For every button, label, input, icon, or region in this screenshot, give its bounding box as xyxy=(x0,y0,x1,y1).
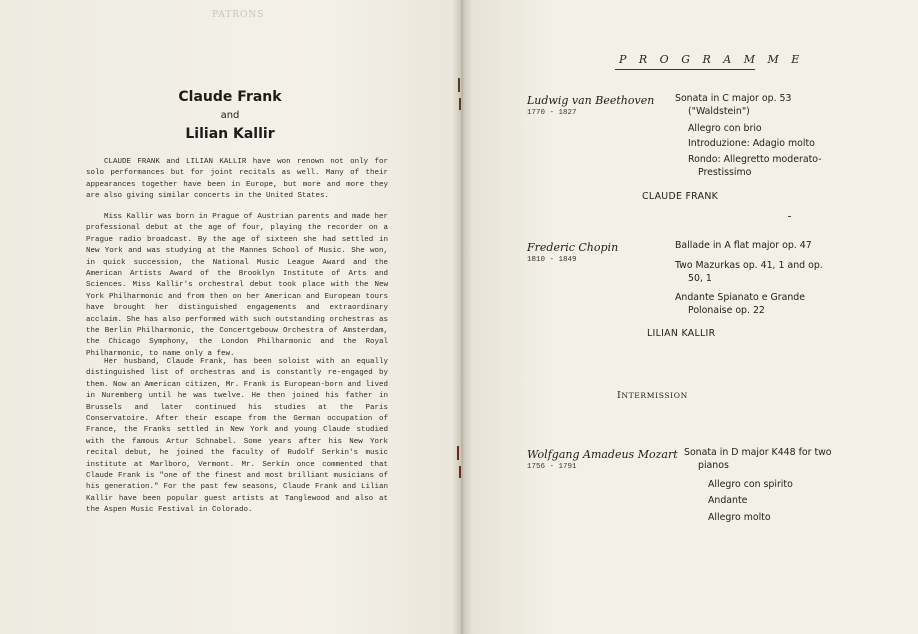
heading-underline xyxy=(615,69,755,70)
performer-lilian-kallir: LILIAN KALLIR xyxy=(647,328,716,339)
programme-heading: P R O G R A M M E xyxy=(619,53,804,66)
work-title: Andante Spianato e Grande xyxy=(675,292,806,303)
binding-mark xyxy=(457,446,459,460)
movement: Allegro con brio xyxy=(688,123,762,134)
binding-mark xyxy=(459,466,461,478)
performer-claude-frank: CLAUDE FRANK xyxy=(642,191,719,202)
binding-mark xyxy=(458,78,460,92)
composer-dates: 1770 - 1827 xyxy=(527,109,577,117)
bio-paragraph-kallir: Miss Kallir was born in Prague of Austrian parents and made her professional debut at the age of four, playing the recorder on a Prague radio broadcast. By the age of sixteen she had settled in New York and was studying at the Mannes School of Music. She won, in quick succession, the National Music League Award and the American Artists Award of the Brooklyn Institute of Arts and Sciences. Miss Kallir's orchestral debut took place with the New York Philharmonic and from then on her American and European tours have brought her distinguished engagements and extraordinary acclaim. She has also performed with such outstanding orchestras as the Berlin Philharmonic, the Concertgebouw Orchestra of Amsterdam, the Chicago Symphony, the London Philharmonic and the Royal Philharmonic, to name only a few. xyxy=(86,213,388,358)
movement: Allegro con spirito xyxy=(708,479,793,490)
composer-dates: 1756 - 1791 xyxy=(527,463,577,471)
composer-chopin: Frederic Chopin xyxy=(527,241,619,254)
work-subtitle: ("Waldstein") xyxy=(688,106,750,117)
stray-mark xyxy=(788,216,791,217)
movement: Andante xyxy=(708,495,748,506)
page-gutter xyxy=(452,0,472,634)
work-title: 50, 1 xyxy=(688,273,712,284)
performer-name-claude-frank: Claude Frank xyxy=(178,89,282,105)
work-title: Sonata in C major op. 53 xyxy=(675,93,792,104)
work-title: Sonata in D major K448 for two xyxy=(684,447,832,458)
bio-paragraph-frank: Her husband, Claude Frank, has been soloist with an equally distinguished list of orchestras and is constantly re-engaged by them. Now an American citizen, Mr. Frank is European-born and lived in Nuremberg until he was twelve. He then joined his father in Brussels and later continued his studies at the Paris Conservatoire. After their escape from the German occupation of France, the Franks settled in New York and young Claude studied with the famous Artur Schnabel. Some years after his New York recital debut, he joined the faculty of Rudolf Serkin's music institute at Marlboro, Vermont. Mr. Serkin once commented that Claude Frank is "one of the finest and most brilliant musicians of his generation." For the past few seasons, Claude Frank and Lilian Kallir have been popular guest artists at Tanglewood and also at the Aspen Music Festival in Colorado. xyxy=(86,358,388,515)
intermission-initial: I xyxy=(617,390,622,401)
composer-dates: 1810 - 1849 xyxy=(527,256,577,264)
work-title: Two Mazurkas op. 41, 1 and op. xyxy=(675,260,823,271)
performer-name-lilian-kallir: Lilian Kallir xyxy=(185,126,275,142)
composer-mozart: Wolfgang Amadeus Mozart xyxy=(527,448,678,461)
intermission-rest: NTERMISSION xyxy=(621,391,688,400)
work-subtitle: pianos xyxy=(698,460,729,471)
movement: Introduzione: Adagio molto xyxy=(688,138,815,149)
bleed-through-header: PATRONS xyxy=(212,10,265,20)
composer-beethoven: Ludwig van Beethoven xyxy=(527,94,655,107)
work-title: Polonaise op. 22 xyxy=(688,305,765,316)
work-title: Ballade in A flat major op. 47 xyxy=(675,240,812,251)
movement: Rondo: Allegretto moderato- xyxy=(688,154,822,165)
bio-paragraph-intro: CLAUDE FRANK and LILIAN KALLIR have won renown not only for solo performances but for joint recitals as well. Many of their appearances together have been in Europe, but more and more they are also giving similar concerts in the United States. xyxy=(86,158,388,201)
movement: Prestissimo xyxy=(698,167,752,178)
binding-mark xyxy=(459,98,461,110)
movement: Allegro molto xyxy=(708,512,771,523)
title-and: and xyxy=(220,110,240,121)
intermission-label xyxy=(617,390,688,401)
